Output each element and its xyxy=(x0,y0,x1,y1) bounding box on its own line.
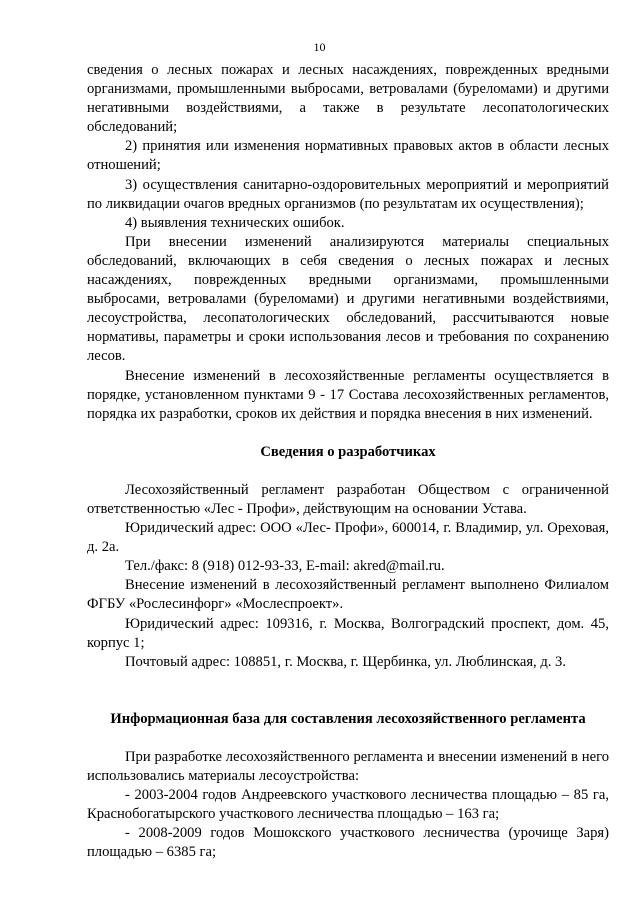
section-heading-info-base: Информационная база для составления лесохозяйственного регламента xyxy=(110,710,586,727)
list-item-2: 2) принятия или изменения нормативных правовых актов в области лесных отношений; xyxy=(87,138,609,174)
executor-legal-address: Юридический адрес: 109316, г. Москва, Волгоградский проспект, дом. 45, корпус 1; xyxy=(87,615,609,651)
paragraph-continuation: сведения о лесных пожарах и лесных насаждениях, поврежденных вредными организмами, промышленными выбросами, ветровалами (буреломами) и другими негативными воздействиями, а также в результате лесопатологических обследований; xyxy=(87,62,609,136)
info-base-item: - 2008-2009 годов Мошокского участкового лесничества (урочище Заря) площадью – 6385 га; xyxy=(87,825,609,861)
changes-executor: Внесение изменений в лесохозяйственный регламент выполнено Филиалом ФГБУ «Рослесинфорг» «Мослеспроект». xyxy=(87,577,609,613)
section-heading-developers: Сведения о разработчиках xyxy=(260,443,436,460)
paragraph-analysis: При внесении изменений анализируются материалы специальных обследований, включающих в себя сведения о лесных пожарах и лесных насаждениях, поврежденных вредными организмами, промышленными выбросами, ветровалами (буреломами) и другими негативными воздействиями, лесоустройства, лесопатологических обследований, рассчитываются новые нормативы, параметры и сроки использования лесов и требования по сохранению лесов. xyxy=(87,233,609,365)
info-base-item: - 2003-2004 годов Андреевского участкового лесничества площадью – 85 га, Краснобогатырского участкового лесничества площадью – 163 га; xyxy=(87,787,609,823)
page-number: 10 xyxy=(313,40,326,54)
info-base-intro: При разработке лесохозяйственного регламента и внесении изменений в него использовались материалы лесоустройства: xyxy=(87,748,609,784)
document-body xyxy=(87,61,609,862)
list-item-4: 4) выявления технических ошибок. xyxy=(125,214,345,231)
executor-postal-address: Почтовый адрес: 108851, г. Москва, г. Щербинка, ул. Люблинская, д. 3. xyxy=(125,653,567,670)
developer-legal-address: Юридический адрес: ООО «Лес- Профи», 600014, г. Владимир, ул. Ореховая, д. 2а. xyxy=(87,520,609,556)
list-item-3: 3) осуществления санитарно-оздоровительных мероприятий и мероприятий по ликвидации очагов вредных организмов (по результатам их осуществления); xyxy=(87,176,609,212)
developer-paragraph: Лесохозяйственный регламент разработан Обществом с ограниченной ответственностью «Лес - Профи», действующим на основании Устава. xyxy=(87,481,609,517)
developer-contacts: Тел./факс: 8 (918) 012-93-33, E-mail: akred@mail.ru. xyxy=(125,558,445,575)
paragraph-procedure: Внесение изменений в лесохозяйственные регламенты осуществляется в порядке, установленном пунктами 9 - 17 Состава лесохозяйственных регламентов, порядка их разработки, сроков их действия и порядка внесения в них изменений. xyxy=(87,367,609,422)
